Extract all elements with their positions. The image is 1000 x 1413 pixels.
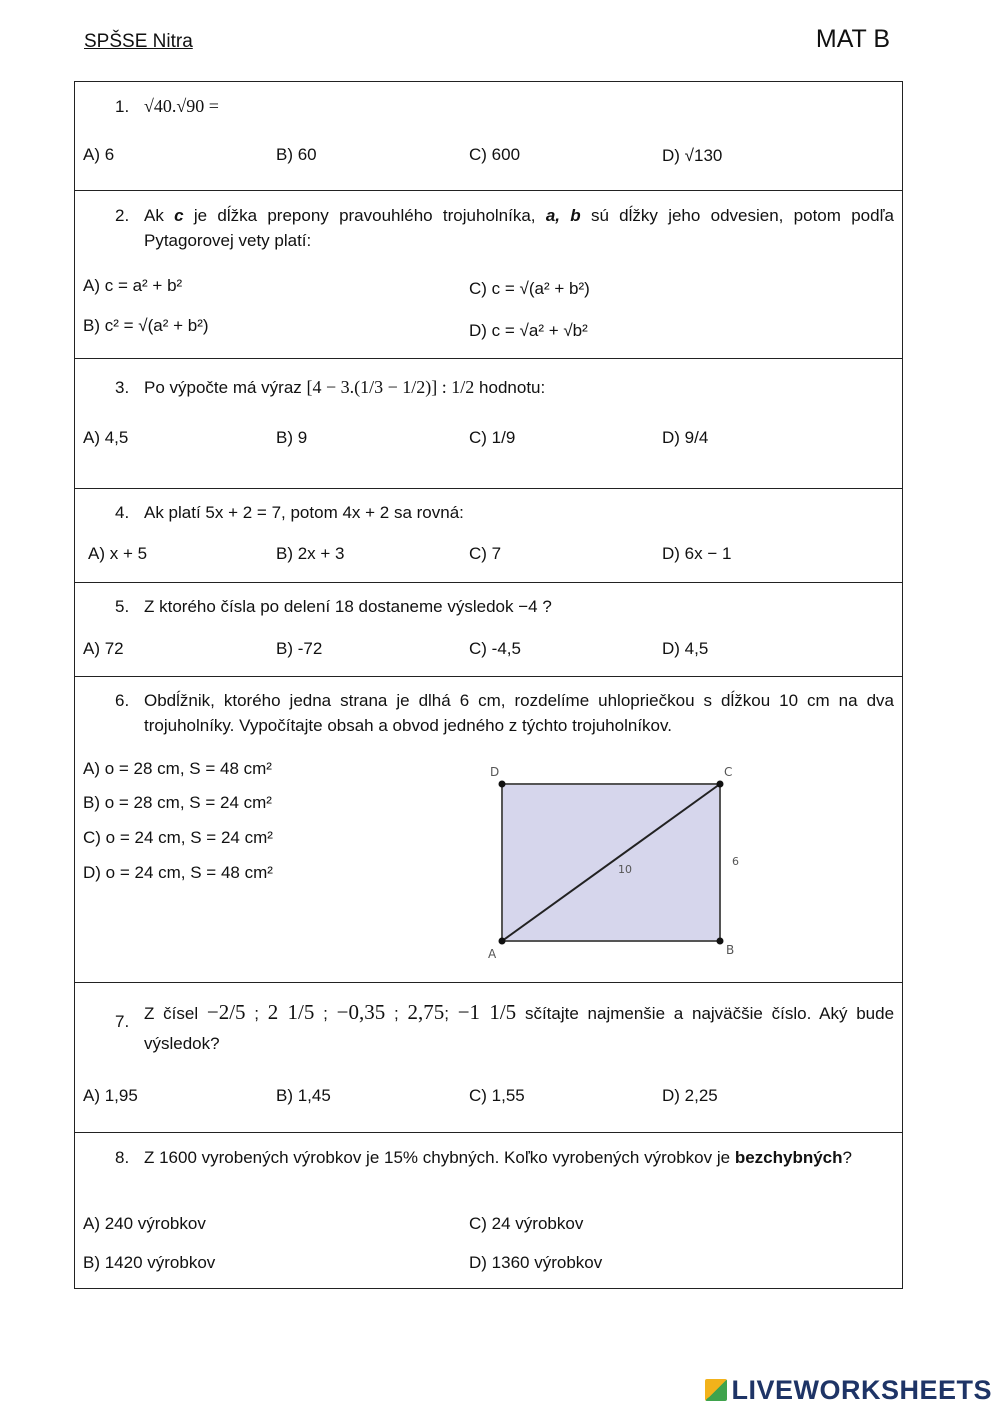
option-a[interactable]: A) 1,95 [83, 1086, 138, 1105]
number-1: −2/5 [206, 1000, 246, 1024]
option-c[interactable]: C) c = √(a² + b²) [469, 279, 590, 298]
option-c[interactable]: C) -4,5 [469, 639, 521, 658]
question-number: 4. [115, 503, 130, 522]
question-number: 2. [115, 206, 130, 225]
question-number: 6. [115, 691, 130, 710]
option-b[interactable]: B) o = 28 cm, S = 24 cm² [83, 793, 272, 812]
option-c[interactable]: C) 7 [469, 544, 502, 563]
option-a[interactable]: A) 72 [83, 639, 124, 658]
option-c[interactable]: C) 1/9 [469, 428, 516, 447]
question-7 [75, 983, 902, 1133]
option-b[interactable]: B) 2x + 3 [276, 544, 345, 563]
option-c[interactable]: C) 24 výrobkov [469, 1214, 584, 1233]
label-b: B [726, 943, 735, 957]
question-text: Ak platí 5x + 2 = 7, potom 4x + 2 sa rovná: [144, 503, 464, 522]
option-b[interactable]: B) 1,45 [276, 1086, 331, 1105]
worksheet [74, 81, 903, 1289]
question-number: 7. [115, 1012, 130, 1031]
number-5: −1 1/5 [457, 1000, 517, 1024]
option-d[interactable]: D) 4,5 [662, 639, 709, 658]
rectangle-figure [480, 762, 760, 967]
question-3 [75, 359, 902, 489]
option-d[interactable]: D) o = 24 cm, S = 48 cm² [83, 863, 273, 882]
question-text: √40.√90 = [144, 96, 219, 116]
question-2 [75, 191, 902, 359]
option-d[interactable]: D) 1360 výrobkov [469, 1253, 603, 1272]
question-6 [75, 677, 902, 983]
vertex-c [717, 781, 724, 788]
question-number: 3. [115, 378, 130, 397]
question-1 [75, 82, 902, 191]
option-c[interactable]: C) 600 [469, 145, 521, 164]
school-name: SPŠSE Nitra [84, 31, 193, 52]
subject-label: MAT B [815, 25, 890, 53]
vertex-d [499, 781, 506, 788]
number-3: −0,35 [336, 1000, 386, 1024]
option-b[interactable]: B) c² = √(a² + b²) [83, 316, 209, 335]
question-number: 1. [115, 97, 130, 116]
label-c: C [724, 765, 733, 779]
number-4: 2,75 [407, 1000, 445, 1024]
question-4 [75, 489, 902, 583]
side-length: 6 [732, 855, 739, 868]
option-d[interactable]: D) 2,25 [662, 1086, 718, 1105]
question-text: Z čísel −2/5 ; 2 1/5 ; −0,35 ; 2,75; −1 1/5 sčítajte najmenšie a najväčšie číslo. Aký bude výsledok? [144, 1000, 895, 1053]
question-text: Z 1600 vyrobených výrobkov je 15% chybných. Koľko vyrobených výrobkov je bezchybných? [144, 1148, 852, 1167]
option-d[interactable]: D) 6x − 1 [662, 544, 732, 563]
label-d: D [490, 765, 500, 779]
vertex-b [717, 938, 724, 945]
option-d[interactable]: D) 9/4 [662, 428, 709, 447]
option-c[interactable]: C) 1,55 [469, 1086, 525, 1105]
liveworksheets-icon [705, 1379, 727, 1401]
vertex-a [499, 938, 506, 945]
question-text: Obdĺžnik, ktorého jedna strana je dlhá 6 cm, rozdelíme uhlopriečkou s dĺžkou 10 cm na dva trojuholníky. Vypočítajte obsah a obvod jedného z týchto trojuholníkov. [144, 691, 894, 735]
option-a[interactable]: A) o = 28 cm, S = 48 cm² [83, 759, 272, 778]
option-d[interactable]: D) √130 [662, 146, 723, 165]
option-b[interactable]: B) 60 [276, 145, 317, 164]
liveworksheets-logo: LIVEWORKSHEETS [705, 1375, 992, 1406]
option-c[interactable]: C) o = 24 cm, S = 24 cm² [83, 828, 273, 847]
question-number: 5. [115, 597, 130, 616]
question-8 [75, 1133, 902, 1288]
expression: [4 − 3.(1/3 − 1/2)] : 1/2 [306, 377, 475, 397]
option-a[interactable]: A) 6 [83, 145, 115, 164]
diagonal-length: 10 [618, 863, 632, 876]
question-number: 8. [115, 1148, 130, 1167]
option-b[interactable]: B) -72 [276, 639, 323, 658]
question-text: Ak c je dĺžka prepony pravouhlého trojuholníka, a, b sú dĺžky jeho odvesien, potom podľa Pytagorovej vety platí: [144, 206, 894, 250]
option-a[interactable]: A) 240 výrobkov [83, 1214, 206, 1233]
number-2: 2 1/5 [267, 1000, 315, 1024]
question-5 [75, 583, 902, 677]
option-d[interactable]: D) c = √a² + √b² [469, 321, 588, 340]
option-b[interactable]: B) 1420 výrobkov [83, 1253, 216, 1272]
question-text: Z ktorého čísla po delení 18 dostaneme výsledok −4 ? [144, 597, 552, 616]
option-b[interactable]: B) 9 [276, 428, 308, 447]
option-a[interactable]: A) c = a² + b² [83, 276, 183, 295]
option-a[interactable]: A) x + 5 [88, 544, 148, 563]
question-text: Po výpočte má výraz [4 − 3.(1/3 − 1/2)] : 1/2 hodnotu: [144, 377, 546, 397]
label-a: A [488, 947, 497, 961]
option-a[interactable]: A) 4,5 [83, 428, 129, 447]
